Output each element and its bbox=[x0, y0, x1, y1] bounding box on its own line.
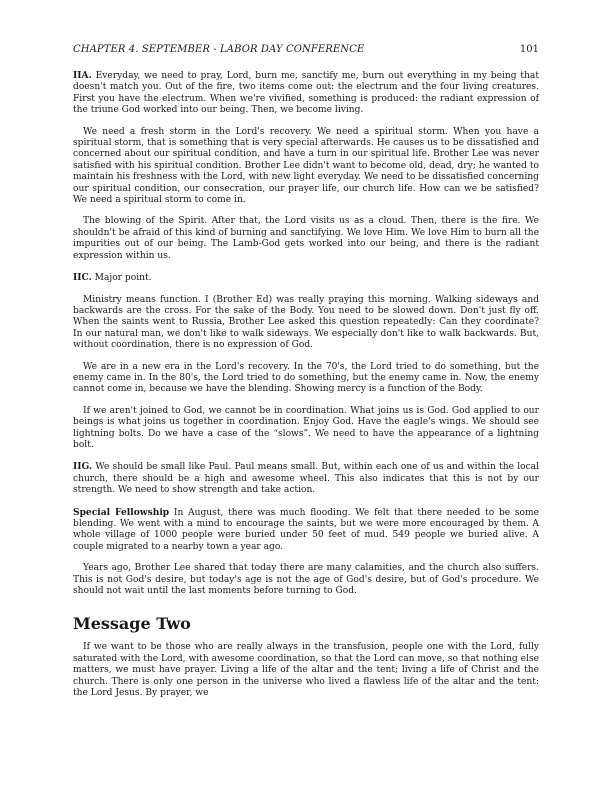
paragraph-text: Everyday, we need to pray, Lord, burn me, sanctify me, burn out everything in my being that doesn't match you. Out of the fire, two items come out: the electrum and the four living creatures. First you have the electrum. When we're vivified, something is produced: the radiant expression of the triune God worked into our being. Then, we become living. bbox=[73, 71, 539, 116]
paragraph bbox=[73, 642, 539, 699]
paragraph-lead: IIC. bbox=[73, 272, 92, 284]
paragraph-text: Major point. bbox=[91, 273, 152, 284]
paragraph bbox=[73, 362, 539, 396]
paragraph bbox=[73, 295, 539, 352]
paragraph-lead: Special Fellowship bbox=[73, 506, 170, 518]
paragraph bbox=[73, 127, 539, 207]
paragraph-text: In August, there was much flooding. We felt that there needed to be some blending. We went with a mind to encourage the saints, but we were more encouraged by them. A whole village of 1000 people were buried under 50 feet of mud. 549 people we buried alive. A couple migrated to a nearby town a year ago. bbox=[73, 507, 539, 552]
paragraph-lead: IIA. bbox=[73, 70, 92, 81]
paragraph-text: If we want to be those who are really always in the transfusion, people one with the Lord, fully saturated with the Lord, with awesome coordination, so that the Lord can move, so that nothing else matters, we must have prayer. Living a life of the altar and the tent; living a life of Christ and the church. There is only one person in the universe who lived a flawless life of the altar and the tent: the Lord Jesus. By prayer, we bbox=[73, 642, 539, 699]
paragraph-text: We need a fresh storm in the Lord's recovery. We need a spiritual storm. When you have a spiritual storm, that is something that is very special afterwards. He causes us to be dissatisfied and concerned about our spiritual condition, and have a turn in our spiritual life. Brother Lee was never satisfied with his spiritual condition. Brother Lee didn't want to become old, dead, dry; he wanted to maintain his freshness with the Lord, with new light everyday. We need to be dissatisfied concerning our spiritual condition, our consecration, our prayer life, our church life. How can we be satisfied? We need a spiritual storm to come in. bbox=[73, 126, 539, 206]
page-body bbox=[73, 70, 539, 709]
chapter-title: CHAPTER 4. SEPTEMBER - LABOR DAY CONFERENCE bbox=[73, 44, 365, 55]
paragraph bbox=[73, 461, 539, 496]
paragraph-text: We are in a new era in the Lord's recovery. In the 70's, the Lord tried to do something, but the enemy came in. In the 80's, the Lord tried to do something, but the enemy came in. Now, the enemy cannot come in, because we have the blending. Showing mercy is a function of the Body. bbox=[73, 361, 539, 395]
paragraph bbox=[73, 507, 539, 554]
paragraph bbox=[73, 272, 539, 284]
paragraph bbox=[73, 216, 539, 262]
paragraph bbox=[73, 563, 539, 597]
paragraph-lead: IIG. bbox=[73, 461, 93, 473]
page-header bbox=[73, 44, 539, 58]
paragraph-text: The blowing of the Spirit. After that, the Lord visits us as a cloud. Then, there is the fire. We shouldn't be afraid of this kind of burning and sanctifying. We love Him. We love Him to burn all the impurities out of our being. The Lamb-God gets worked into our being, and there is the radiant expression within us. bbox=[73, 216, 539, 261]
paragraph-text: Ministry means function. I (Brother Ed) was really praying this morning. Walking sideways and backwards are the cross. For the sake of the Body. You need to be slowed down. Don't just fly off. When the saints went to Russia, Brother Lee asked this question repeatedly: Can they coordinate? In our natural man, we don't like to walk sideways. We especially don't like to walk backwards. But, without coordination, there is no expression of God. bbox=[73, 294, 539, 351]
paragraph bbox=[73, 406, 539, 452]
paragraph-text: Years ago, Brother Lee shared that today there are many calamities, and the church also suffers. This is not God's desire, but today's age is not the age of God's desire, but of God's procedure. We should not wait until the last moments before turning to God. bbox=[73, 563, 539, 597]
paragraph-text: If we aren't joined to God, we cannot be in coordination. What joins us is God. God applied to our beings is what joins us together in coordination. Enjoy God. Have the eagle's wings. We should see lightning bolts. Do we have a case of the “slows”. We need to have the appearance of a lightning bolt. bbox=[73, 405, 539, 450]
page-number: 101 bbox=[519, 44, 539, 55]
section-heading: Message Two bbox=[73, 614, 191, 634]
paragraph-text: We should be small like Paul. Paul means small. But, within each one of us and within the local church, there should be a high and awesome wheel. This also indicates that this is not by our strength. We need to show strength and take action. bbox=[73, 462, 539, 496]
paragraph bbox=[73, 70, 539, 117]
